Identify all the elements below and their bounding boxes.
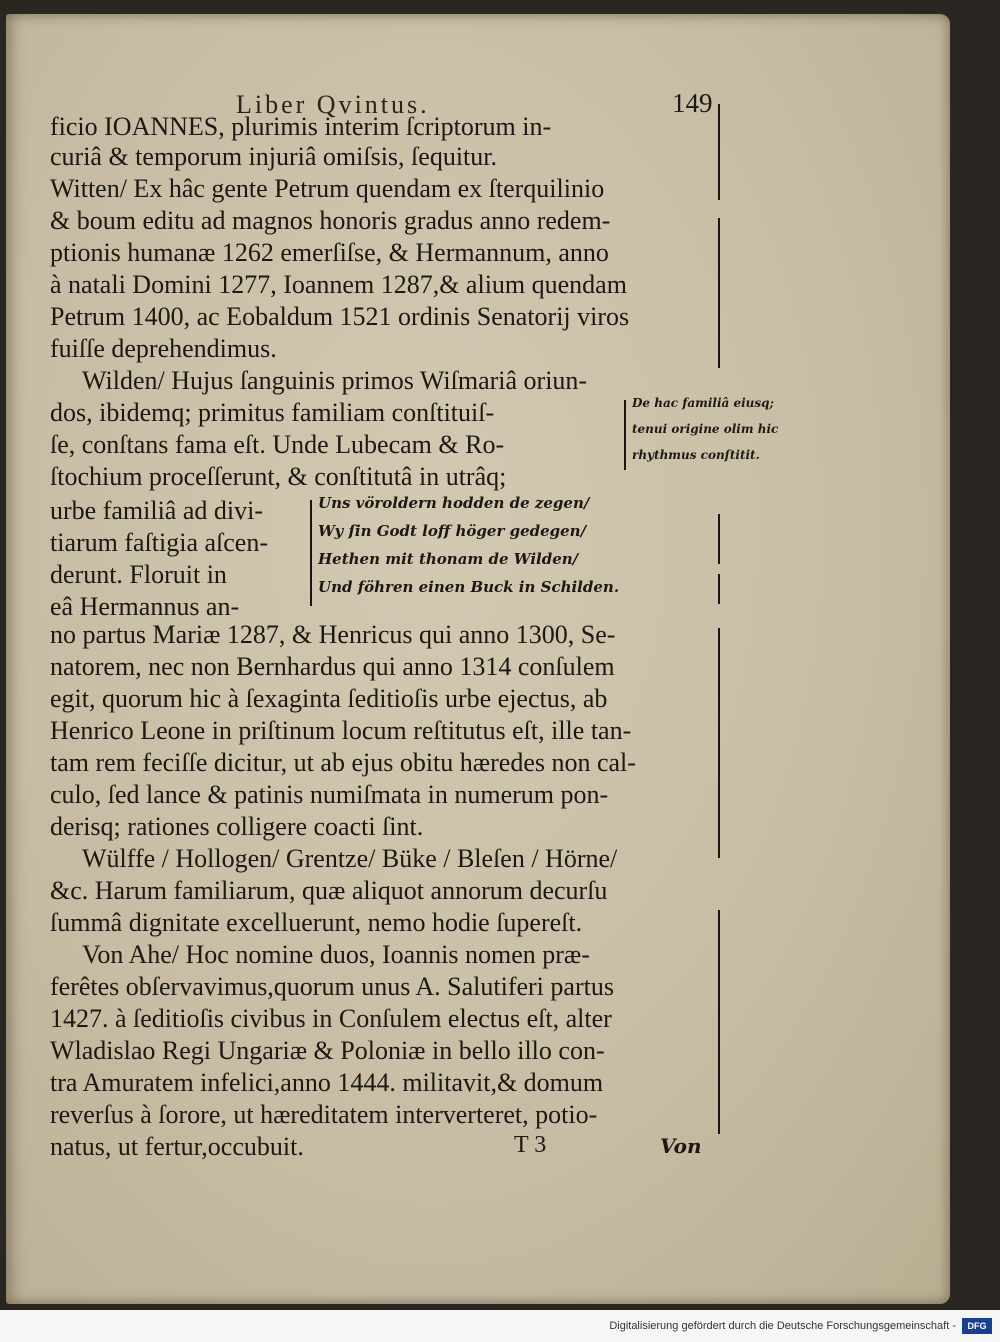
- marginal-note-line: rhythmus conſtitit.: [632, 448, 760, 462]
- text-line: Witten/ Ex hâc gente Petrum quendam ex ſterquilinio: [50, 174, 605, 203]
- marginal-note-line: De hac familiâ eiusq;: [632, 396, 774, 410]
- text-line: ficio IOANNES, plurimis interim ſcriptorum in-: [50, 112, 552, 141]
- footer-bar: [0, 1310, 1000, 1342]
- page-number: 149: [672, 88, 713, 118]
- text-line: Wladislao Regi Ungariæ & Poloniæ in bello illo con-: [50, 1036, 605, 1065]
- text-line: à natali Domini 1277, Ioannem 1287,& alium quendam: [50, 270, 627, 299]
- catchword: Von: [660, 1134, 702, 1158]
- book-page: [6, 14, 950, 1304]
- text-line: ſummâ dignitate excelluerunt, nemo hodie ſupereſt.: [50, 908, 583, 937]
- text-line: natorem, nec non Bernhardus qui anno 1314 conſulem: [50, 652, 615, 681]
- text-line: Henrico Leone in priſtinum locum reſtitutus eſt, ille tan-: [50, 716, 632, 745]
- edge-mark: [718, 218, 720, 368]
- text-line: & boum editu ad magnos honoris gradus anno redem-: [50, 206, 611, 235]
- edge-mark: [718, 910, 720, 1134]
- text-line: fuiſſe deprehendimus.: [50, 334, 277, 363]
- text-line: Von Ahe/ Hoc nomine duos, Ioannis nomen præ-: [82, 940, 590, 969]
- signature-mark: T 3: [514, 1132, 547, 1158]
- verse-line: Wy ſin Godt loff höger gedegen/: [318, 522, 587, 540]
- text-line: curiâ & temporum injuriâ omiſsis, ſequitur.: [50, 142, 497, 171]
- text-line: Petrum 1400, ac Eobaldum 1521 ordinis Senatorij viros: [50, 302, 630, 331]
- text-line: ſtochium proceſſerunt, & conſtitutâ in utrâq;: [50, 462, 507, 491]
- edge-mark: [718, 574, 720, 604]
- edge-mark: [718, 104, 720, 200]
- text-line: egit, quorum hic à ſexaginta ſeditioſis urbe ejectus, ab: [50, 684, 608, 713]
- note-bracket: [624, 400, 626, 470]
- text-line: ptionis humanæ 1262 emerſiſse, & Hermannum, anno: [50, 238, 609, 267]
- text-line: &c. Harum familiarum, quæ aliquot annorum decurſu: [50, 876, 608, 905]
- marginal-note-line: tenui origine olim hic: [632, 422, 779, 436]
- text-line: tra Amuratem infelici,anno 1444. militavit,& domum: [50, 1068, 604, 1097]
- text-line: eâ Hermannus an-: [50, 592, 240, 621]
- funding-note: Digitalisierung gefördert durch die Deutsche Forschungsgemeinschaft -: [609, 1320, 956, 1332]
- text-line: reverſus à ſorore, ut hæreditatem interverteret, potio-: [50, 1100, 598, 1129]
- verse-line: Uns vöroldern hodden de zegen/: [318, 494, 590, 512]
- text-line: dos, ibidemq; primitus familiam conſtituiſ-: [50, 398, 495, 427]
- text-line: natus, ut fertur,occubuit.: [50, 1132, 304, 1161]
- text-line: tiarum faſtigia aſcen-: [50, 528, 269, 557]
- dfg-logo-icon: DFG: [962, 1318, 992, 1334]
- edge-mark: [718, 514, 720, 564]
- text-line: culo, ſed lance & patinis numiſmata in numerum pon-: [50, 780, 609, 809]
- text-line: ſe, conſtans fama eſt. Unde Lubecam & Ro-: [50, 430, 505, 459]
- text-line: derisq; rationes colligere coacti ſint.: [50, 812, 424, 841]
- text-line: Wülffe / Hollogen/ Grentze/ Büke / Bleſen / Hörne/: [82, 844, 618, 873]
- text-line: ferêtes obſervavimus,quorum unus A. Salutiferi partus: [50, 972, 614, 1001]
- edge-mark: [718, 628, 720, 858]
- text-line: no partus Mariæ 1287, & Henricus qui anno 1300, Se-: [50, 620, 616, 649]
- text-line: tam rem feciſſe dicitur, ut ab ejus obitu hæredes non cal-: [50, 748, 636, 777]
- verse-line: Und föhren einen Buck in Schilden.: [318, 578, 620, 596]
- text-line: Wilden/ Hujus ſanguinis primos Wiſmariâ oriun-: [82, 366, 588, 395]
- verse-line: Hethen mit thonam de Wilden/: [318, 550, 579, 568]
- text-line: urbe familiâ ad divi-: [50, 496, 263, 525]
- verse-bracket: [310, 500, 312, 606]
- text-line: derunt. Floruit in: [50, 560, 227, 589]
- running-head: Liber Qvintus.: [236, 90, 430, 119]
- text-line: 1427. à ſeditioſis civibus in Conſulem electus eſt, alter: [50, 1004, 612, 1033]
